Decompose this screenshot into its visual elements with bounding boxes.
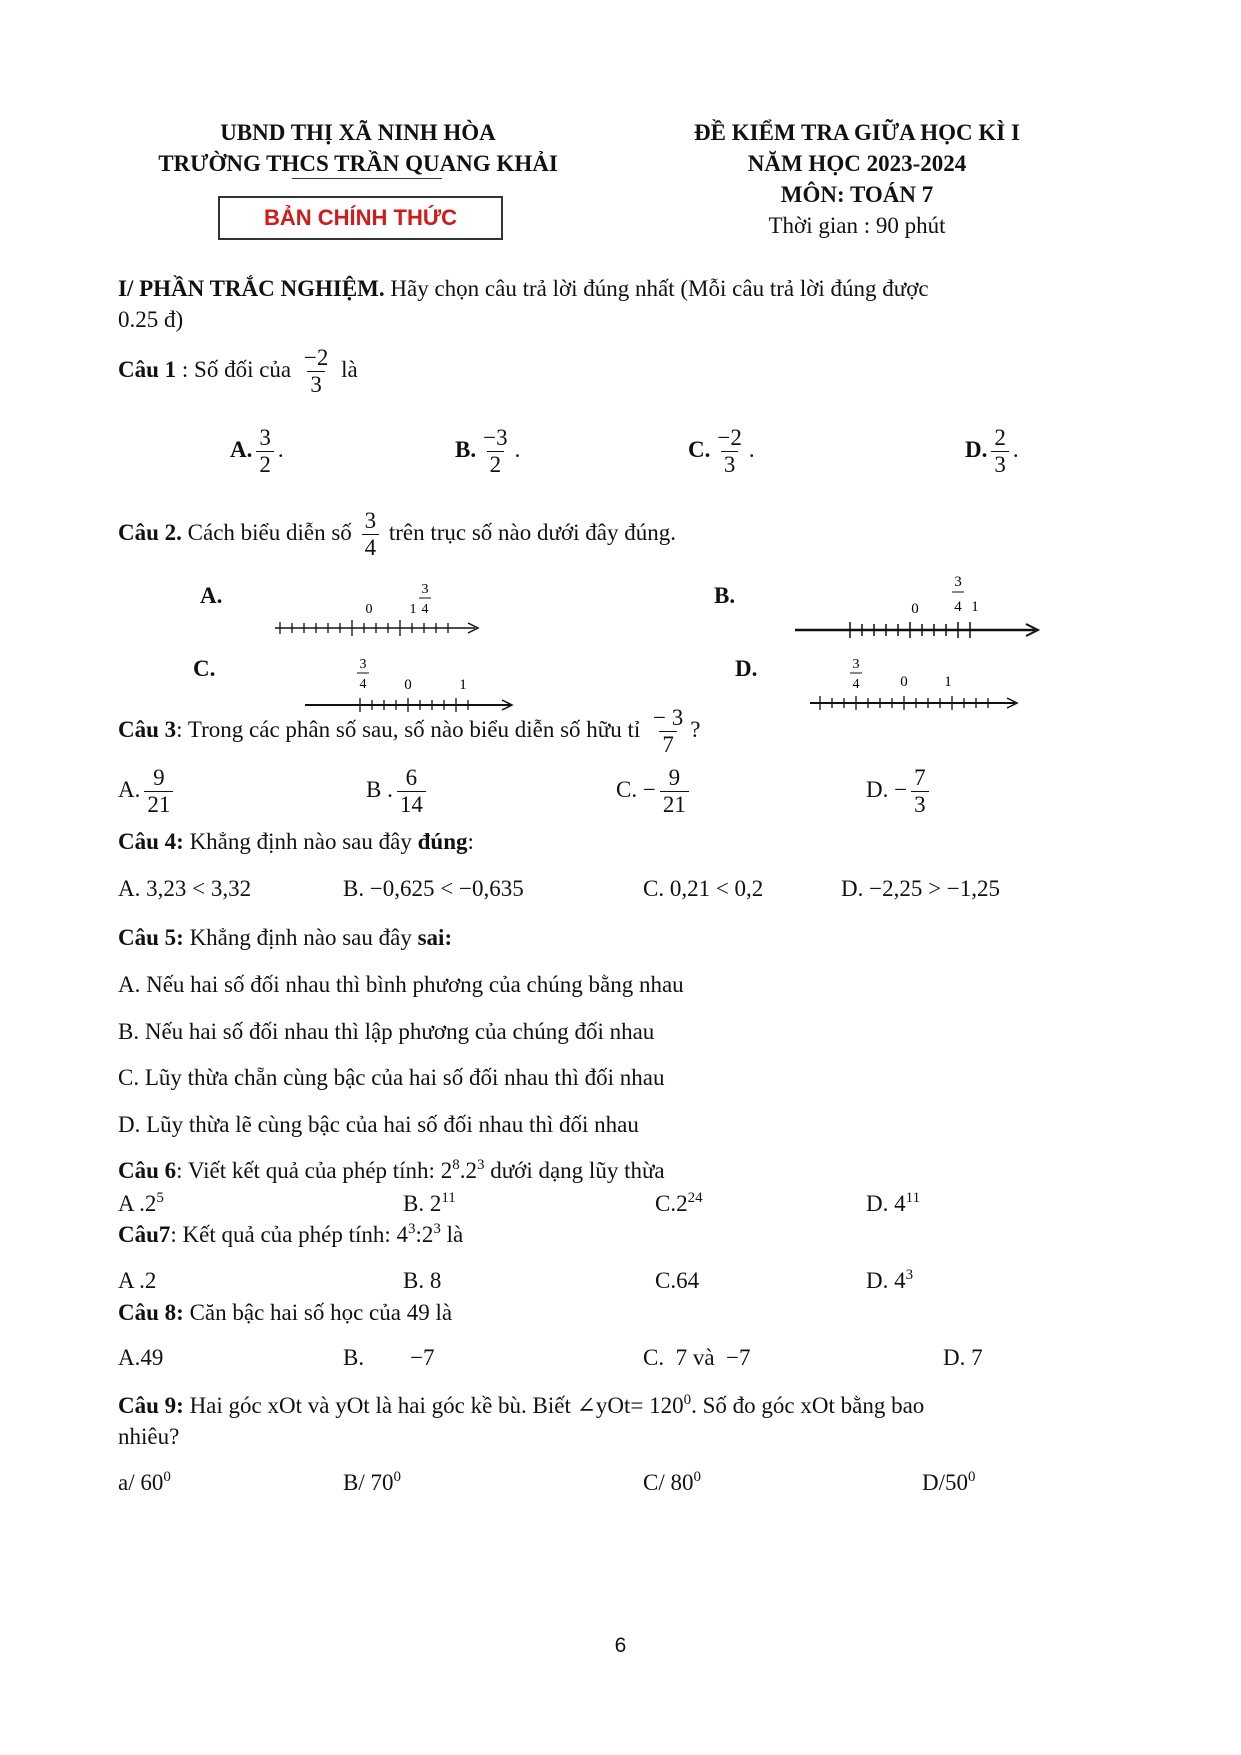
- q5-emph: sai:: [417, 925, 453, 950]
- q1-fraction: [301, 345, 331, 399]
- q1-c-num: −2: [717, 425, 742, 450]
- axis-d-three: 3: [852, 657, 860, 672]
- q9-option-c[interactable]: [643, 1470, 701, 1496]
- q3-d-num: 7: [914, 765, 926, 790]
- q4-option-b[interactable]: B. −0,625 < −0,635: [343, 876, 524, 901]
- q3-b-den: 14: [397, 791, 426, 818]
- q3-den: 7: [659, 731, 677, 758]
- axis-d-four: 4: [852, 677, 860, 692]
- q5-text: Khẳng định nào sau đây: [183, 925, 418, 950]
- q1-text: : Số đối của: [176, 357, 297, 383]
- header-left-line1: UBND THỊ XÃ NINH HÒA: [220, 120, 496, 145]
- q9-text: Hai góc xOt và yOt là hai góc kề bù. Biết ∠yOt= 120: [183, 1393, 684, 1418]
- axis-c-zero: 0: [404, 677, 412, 693]
- q8-option-b[interactable]: B. −7: [343, 1345, 435, 1370]
- q2-option-c[interactable]: C.: [193, 656, 216, 681]
- q3-d-den: 3: [911, 791, 929, 818]
- q9-b-exp: 0: [393, 1469, 401, 1485]
- question-1: [118, 345, 358, 399]
- page-number: 6: [614, 1634, 627, 1657]
- q6-c-exp: 24: [687, 1190, 703, 1206]
- q7-base-b: :2: [415, 1222, 434, 1247]
- q5-option-d[interactable]: D. Lũy thừa lẽ cùng bậc của hai số đối nhau thì đối nhau: [118, 1112, 639, 1137]
- header-right-line1: ĐỀ KIỂM TRA GIỮA HỌC KÌ I: [694, 120, 1020, 145]
- q6-b-base: B. 2: [403, 1191, 442, 1216]
- q8-option-a[interactable]: A.49: [118, 1345, 164, 1370]
- q3-fraction: [650, 705, 686, 759]
- q4-tail: :: [467, 829, 474, 854]
- q2-number-line-d: [805, 648, 1030, 716]
- header-left-line2: TRƯỜNG THCS TRẦN QUANG KHẢI: [158, 151, 558, 176]
- q5-option-b[interactable]: B. Nếu hai số đối nhau thì lập phương của chúng đối nhau: [118, 1019, 655, 1044]
- question-4: [118, 829, 474, 855]
- q5-label: Câu 5:: [118, 925, 184, 950]
- header-right-line4: Thời gian : 90 phút: [768, 213, 946, 238]
- axis-c-one: 1: [459, 677, 467, 693]
- q1-option-b[interactable]: B. $\frac{-3}{2}$ .: [455, 425, 521, 478]
- q7-option-a[interactable]: [118, 1268, 156, 1294]
- q2-num: 3: [364, 508, 377, 533]
- question-5: [118, 925, 452, 951]
- question-8: [118, 1300, 452, 1326]
- section-title: I/ PHẦN TRẮC NGHIỆM.: [118, 276, 385, 301]
- q1-b-den: 2: [487, 451, 505, 478]
- q9-option-a[interactable]: [118, 1470, 171, 1496]
- q1-tail: là: [335, 357, 358, 383]
- q9-exp: 0: [683, 1392, 692, 1408]
- question-9: [118, 1393, 924, 1419]
- q3-option-a[interactable]: [118, 765, 177, 819]
- q3-a-letter: A.: [118, 777, 141, 803]
- axis-a-one: 1: [409, 602, 417, 617]
- q3-b-num: 6: [405, 765, 418, 790]
- q7-option-c[interactable]: [655, 1268, 699, 1294]
- q2-den: 4: [362, 534, 380, 561]
- axis-b-four: 4: [954, 599, 962, 615]
- q6-d-exp: 11: [905, 1190, 921, 1206]
- q3-label: Câu 3: [118, 717, 177, 743]
- header-right-line2: NĂM HỌC 2023-2024: [747, 151, 967, 176]
- q3-a-num: 9: [153, 765, 165, 790]
- axis-c-three: 3: [359, 657, 367, 672]
- q9-d-exp: 0: [968, 1469, 976, 1485]
- q7-tail: là: [440, 1222, 464, 1247]
- q7-option-b[interactable]: [403, 1268, 441, 1294]
- q3-option-c[interactable]: [616, 765, 693, 819]
- q4-label: Câu 4:: [118, 829, 184, 854]
- q5-option-a[interactable]: A. Nếu hai số đối nhau thì bình phương của chúng bằng nhau: [118, 972, 684, 997]
- q7-d-exp: 3: [905, 1267, 914, 1283]
- q8-option-d[interactable]: D. 7: [943, 1345, 983, 1370]
- q6-option-b[interactable]: [403, 1191, 456, 1217]
- axis-a-three: 3: [421, 582, 429, 597]
- q6-option-d[interactable]: [866, 1191, 920, 1217]
- q1-d-den: 3: [991, 451, 1009, 478]
- q9-c-exp: 0: [693, 1469, 701, 1485]
- q7-option-d[interactable]: [866, 1268, 913, 1294]
- q2-label: Câu 2.: [118, 520, 182, 546]
- q2-tail: trên trục số nào dưới đây đúng.: [383, 520, 676, 546]
- q8-option-c[interactable]: C. 7 và −7: [643, 1345, 751, 1370]
- q9-option-d[interactable]: [922, 1470, 976, 1496]
- q9-c-base: C/ 80: [643, 1470, 694, 1495]
- q6-text: : Viết kết quả của phép tính:: [176, 1158, 441, 1183]
- q3-c-sign: −: [642, 777, 656, 803]
- q2-option-b[interactable]: B.: [714, 583, 736, 608]
- q6-label: Câu 6: [118, 1158, 177, 1183]
- q1-c-letter: C.: [688, 437, 711, 463]
- q3-c-letter: C.: [616, 777, 638, 803]
- q7-exp-a: 3: [408, 1221, 416, 1237]
- axis-d-zero: 0: [900, 674, 908, 690]
- q6-tail: dưới dạng lũy thừa: [484, 1158, 665, 1183]
- q8-label: Câu 8:: [118, 1300, 184, 1325]
- q3-b-letter: B .: [366, 777, 393, 803]
- q2-number-line-b: [790, 568, 1050, 648]
- axis-a-four: 4: [421, 602, 429, 617]
- q4-option-d[interactable]: D. −2,25 > −1,25: [841, 876, 1001, 901]
- q1-option-c[interactable]: C. $\frac{-2}{3}$ .: [688, 425, 755, 478]
- q9-line2: nhiêu?: [118, 1424, 180, 1449]
- q1-label: Câu 1: [118, 357, 177, 383]
- q1-a-den: 2: [256, 451, 274, 478]
- axis-b-zero: 0: [911, 601, 919, 617]
- q1-num: −2: [303, 345, 329, 370]
- q7-base-a: 4: [396, 1222, 409, 1247]
- q6-base-a: 2: [440, 1158, 453, 1183]
- question-3: [118, 705, 700, 759]
- q9-tail: . Số đo góc xOt bằng bao: [691, 1393, 925, 1418]
- q3-c-num: 9: [668, 765, 681, 790]
- q2-option-a[interactable]: A.: [200, 583, 223, 608]
- section-heading: [118, 276, 929, 302]
- q6-a-base: A .2: [118, 1191, 157, 1216]
- q7-exp-b: 3: [433, 1221, 441, 1237]
- q1-d-num: 2: [994, 425, 1006, 450]
- q6-option-c[interactable]: [655, 1191, 703, 1217]
- q6-option-a[interactable]: [118, 1191, 164, 1217]
- section-instruction: Hãy chọn câu trả lời đúng nhất (Mỗi câu trả lời đúng được: [384, 276, 929, 301]
- q1-b-num: −3: [483, 425, 508, 450]
- axis-a-zero: 0: [365, 602, 373, 617]
- axis-b-three: 3: [954, 574, 962, 590]
- q1-b-letter: B.: [455, 437, 477, 463]
- q7-text: : Kết quả của phép tính:: [170, 1222, 397, 1247]
- q9-d-base: D/50: [922, 1470, 968, 1495]
- q6-d-base: D. 4: [866, 1191, 906, 1216]
- q7-d-base: D. 4: [866, 1268, 906, 1293]
- q9-b-base: B/ 70: [343, 1470, 394, 1495]
- q6-a-exp: 5: [156, 1190, 164, 1206]
- official-stamp: BẢN CHÍNH THỨC: [218, 196, 503, 240]
- q2-number-line-a: [270, 575, 490, 645]
- q5-option-c[interactable]: C. Lũy thừa chẵn cùng bậc của hai số đối nhau thì đối nhau: [118, 1065, 665, 1090]
- q2-fraction: [362, 508, 380, 562]
- q3-option-b[interactable]: [366, 765, 430, 819]
- q4-emph: đúng: [417, 829, 468, 854]
- q3-num: − 3: [653, 705, 684, 730]
- q3-c-den: 21: [660, 791, 689, 818]
- q1-a-letter: A.: [230, 437, 253, 463]
- q3-d-letter: D.: [866, 777, 889, 803]
- q1-d-letter: D.: [965, 437, 988, 463]
- q6-base-b: .2: [459, 1158, 477, 1183]
- q1-option-a[interactable]: A. $\frac{3}{2}$ .: [230, 425, 284, 478]
- q6-exp-b: 3: [476, 1157, 485, 1173]
- q4-text: Khẳng định nào sau đây: [183, 829, 418, 854]
- q3-option-d[interactable]: [866, 765, 933, 819]
- q1-a-num: 3: [259, 425, 271, 450]
- q7-c-base: C.64: [655, 1268, 700, 1293]
- q2-option-d[interactable]: D.: [735, 656, 758, 681]
- q6-exp-a: 8: [452, 1157, 460, 1173]
- q3-d-sign: −: [894, 777, 908, 803]
- q9-label: Câu 9:: [118, 1393, 184, 1418]
- header-underline: [292, 178, 442, 179]
- q9-option-b[interactable]: [343, 1470, 401, 1496]
- question-7: [118, 1222, 463, 1248]
- q4-option-a[interactable]: A. 3,23 < 3,32: [118, 876, 252, 901]
- q3-text: : Trong các phân số sau, số nào biểu diễn số hữu tỉ: [176, 717, 647, 743]
- q3-a-den: 21: [144, 791, 173, 818]
- q7-a-base: A .2: [118, 1268, 157, 1293]
- section-instruction-line2: 0.25 đ): [118, 307, 184, 332]
- q9-a-exp: 0: [163, 1469, 171, 1485]
- question-6: [118, 1158, 665, 1184]
- question-2: [118, 508, 676, 562]
- q2-text: Cách biểu diễn số: [181, 520, 358, 546]
- q7-label: Câu7: [118, 1222, 171, 1247]
- axis-d-one: 1: [944, 674, 952, 690]
- q3-tail: ?: [690, 717, 701, 743]
- q7-b-base: B. 8: [403, 1268, 442, 1293]
- q1-option-d[interactable]: D. $\frac{2}{3}$ .: [965, 425, 1019, 478]
- q4-option-c[interactable]: C. 0,21 < 0,2: [643, 876, 764, 901]
- axis-b-one: 1: [971, 599, 979, 615]
- header-right-line3: MÔN: TOÁN 7: [780, 182, 934, 207]
- q8-text: Căn bậc hai số học của 49 là: [183, 1300, 453, 1325]
- q6-c-base: C.2: [655, 1191, 688, 1216]
- q6-b-exp: 11: [441, 1190, 456, 1206]
- q1-den: 3: [307, 371, 325, 398]
- axis-c-four: 4: [359, 677, 367, 692]
- q1-c-den: 3: [721, 451, 739, 478]
- q9-a-base: a/ 60: [118, 1470, 164, 1495]
